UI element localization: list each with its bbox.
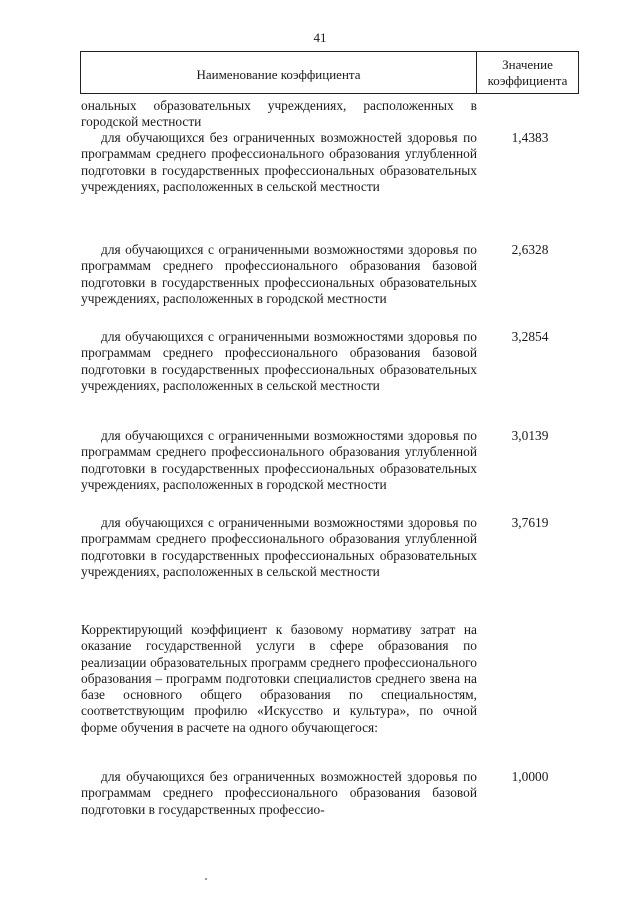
table-header [80,51,579,94]
table-row [81,769,477,818]
table-row [81,515,477,580]
table-row [81,329,477,394]
column-header-value-line2: коэффициента [487,72,568,88]
row-description: для обучающихся с ограниченными возможностями здоровья по программам среднего профессионального образования базовой подготовки в государственных профессиональных образовательных учреждениях, расположенных в городской местности [81,242,477,306]
table-row [81,428,477,493]
coefficient-value: 3,7619 [511,515,549,530]
section-description: Корректирующий коэффициент к базовому нормативу затрат на оказание государственной услуги в сфере образования по реализации образовательных программ среднего профессионального образования – программ подготовки специалистов среднего звена на базе основного общего образования по специальностям, соответствующим профилю «Искусство и культура», по очной форме обучения в расчете на одного обучающегося: [81,622,477,735]
table-row [81,622,477,736]
row-description: для обучающихся с ограниченными возможностями здоровья по программам среднего профессионального образования углубленной подготовки в государственных профессиональных образовательных учреждениях, расположенных в городской местности [81,428,477,492]
table-row [81,98,477,131]
row-description: для обучающихся с ограниченными возможностями здоровья по программам среднего профессионального образования базовой подготовки в государственных профессиональных образовательных учреждениях, расположенных в сельской местности [81,329,477,393]
table-row [81,242,477,307]
coefficient-value: 3,2854 [511,329,549,344]
coefficient-value: 1,4383 [511,130,549,145]
coefficient-value: 1,0000 [511,769,549,784]
table-row [81,130,477,195]
row-description: для обучающихся без ограниченных возможностей здоровья по программам среднего профессионального образования базовой подготовки в государственных профессио- [81,769,477,817]
row-description: для обучающихся без ограниченных возможностей здоровья по программам среднего профессионального образования углубленной подготовки в государственных профессиональных образовательных учреждениях, расположенных в сельской местности [81,130,477,194]
column-header-name: Наименование коэффициента [81,52,477,93]
coefficient-value: 2,6328 [511,242,549,257]
scan-speck [205,878,207,880]
page-number: 41 [313,30,327,45]
coefficient-value: 3,0139 [511,428,549,443]
row-description: ональных образовательных учреждениях, расположенных в городской местности [81,98,477,130]
column-header-value-line1: Значение [502,56,553,72]
column-header-value [477,52,578,93]
row-description: для обучающихся с ограниченными возможностями здоровья по программам среднего профессионального образования углубленной подготовки в государственных профессиональных образовательных учреждениях, расположенных в сельской местности [81,515,477,579]
